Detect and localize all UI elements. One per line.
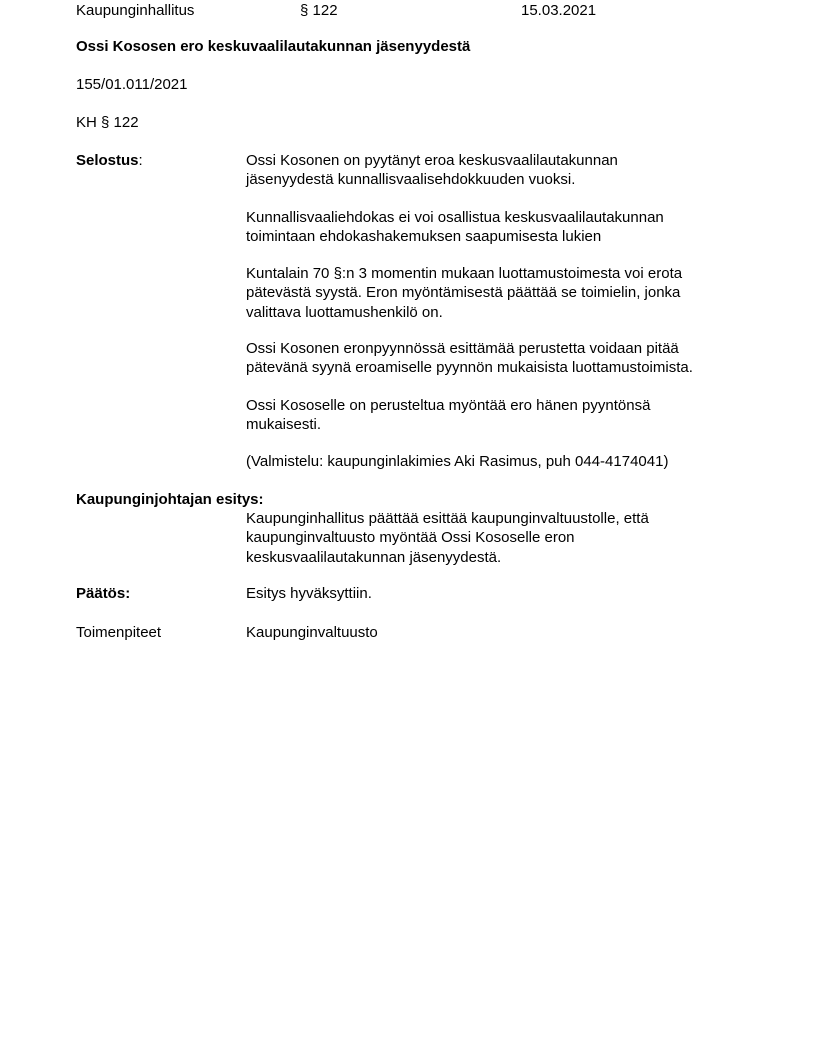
text-line: pätevänä syynä eroamiselle pyynnön mukaisista luottamustoimista. [246, 359, 693, 377]
decision-text [246, 584, 766, 603]
text-line: Esitys hyväksyttiin. [246, 585, 372, 602]
proposal-text [246, 509, 766, 567]
text-line: Ossi Kosonen eronpyynnössä esittämää perustetta voidaan pitää [246, 340, 679, 357]
text-line: Kunnallisvaaliehdokas ei voi osallistua keskusvaalilautakunnan [246, 209, 664, 226]
decision-label [76, 584, 130, 603]
selostus-label [76, 151, 143, 170]
actions-text [246, 623, 766, 642]
selostus-label-text: Selostus [76, 152, 139, 169]
header-organ: Kaupunginhallitus [76, 2, 195, 19]
selostus-paragraph-3 [246, 264, 766, 322]
text-line: keskusvaalilautakunnan jäsenyydestä. [246, 548, 502, 566]
actions-label: Toimenpiteet [76, 624, 162, 641]
text-line: Kuntalain 70 §:n 3 momentin mukaan luottamustoimesta voi erota [246, 265, 683, 282]
decision-label-text: Päätös: [76, 585, 131, 602]
text-line: valittava luottamushenkilö on. [246, 303, 443, 321]
selostus-paragraph-6 [246, 452, 766, 471]
document-title: Ossi Kososen ero keskuvaalilautakunnan jäsenyydestä [76, 38, 471, 55]
header-section: § 122 [300, 2, 338, 19]
text-line: Ossi Kososelle on perusteltua myöntää ero hänen pyyntönsä [246, 397, 651, 414]
text-line: jäsenyydestä kunnallisvaalisehdokkuuden vuoksi. [246, 171, 576, 189]
selostus-paragraph-1 [246, 151, 766, 190]
proposal-label [76, 490, 264, 509]
selostus-paragraph-4 [246, 339, 766, 378]
text-line: (Valmistelu: kaupunginlakimies Aki Rasimus, puh 044-4174041) [246, 453, 669, 470]
diary-number: 155/01.011/2021 [76, 76, 188, 93]
text-line: Kaupunginvaltuusto [246, 624, 378, 641]
text-line: Ossi Kosonen on pyytänyt eroa keskusvaalilautakunnan [246, 152, 618, 169]
text-line: toimintaan ehdokashakemuksen saapumisesta lukien [246, 228, 602, 246]
kh-section: KH § 122 [76, 114, 139, 131]
selostus-paragraph-5 [246, 396, 766, 435]
text-line: Kaupunginhallitus päättää esittää kaupunginvaltuustolle, että [246, 510, 649, 527]
selostus-paragraph-2 [246, 208, 766, 247]
document-header [76, 1, 776, 21]
text-line: kaupunginvaltuusto myöntää Ossi Kososelle eron [246, 529, 575, 547]
text-line: pätevästä syystä. Eron myöntämisestä päättää se toimielin, jonka [246, 284, 681, 302]
text-line: mukaisesti. [246, 416, 322, 434]
proposal-label-text: Kaupunginjohtajan esitys: [76, 491, 264, 508]
selostus-label-suffix: : [138, 152, 143, 169]
header-date: 15.03.2021 [521, 2, 597, 19]
